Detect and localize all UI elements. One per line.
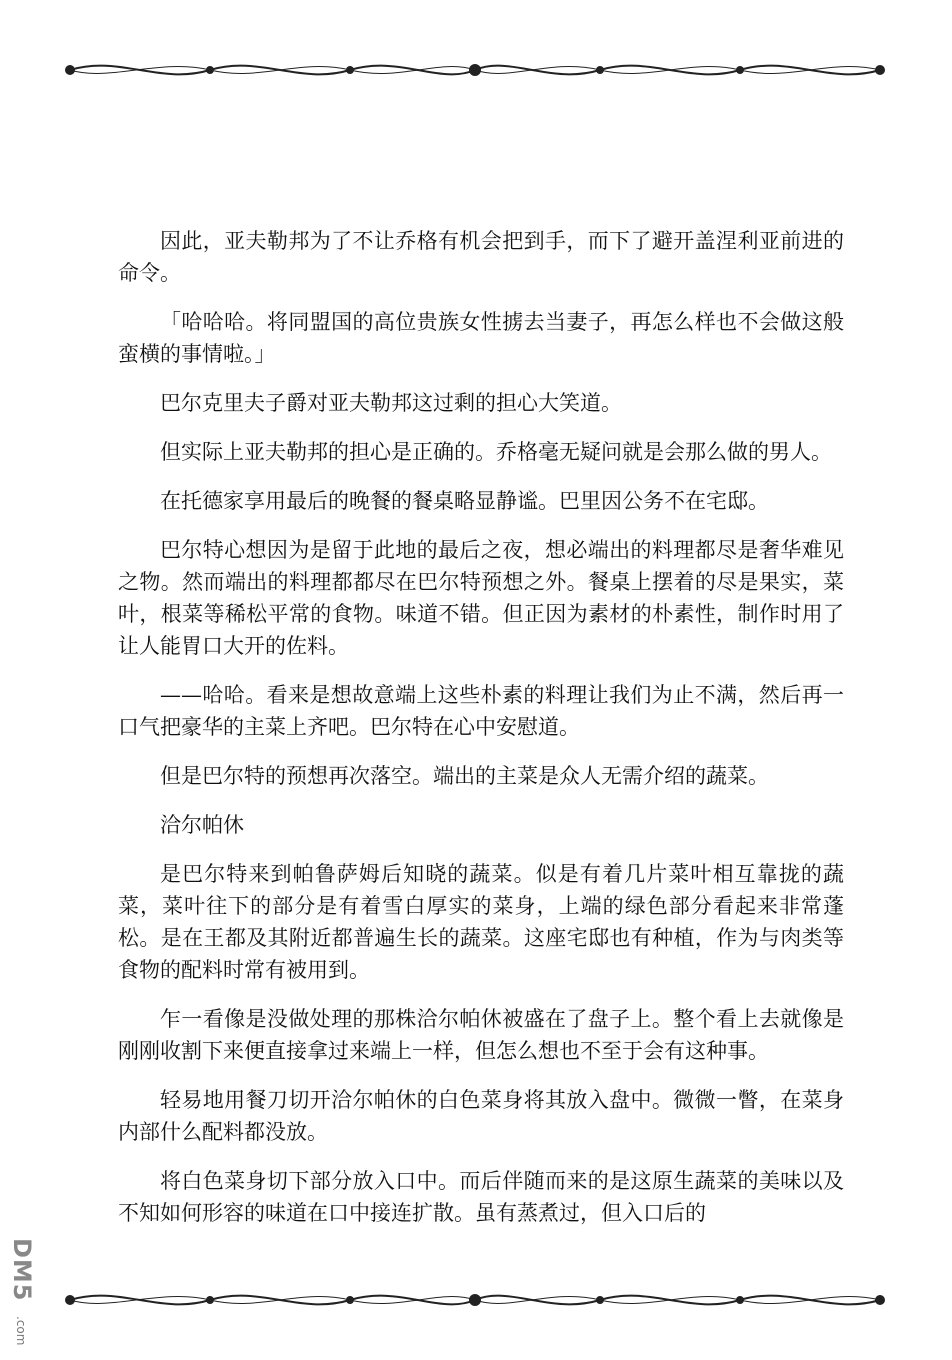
paragraph: 轻易地用餐刀切开洽尔帕休的白色菜身将其放入盘中。微微一瞥，在菜身内部什么配料都没放。 (118, 1088, 844, 1144)
paragraph: 将白色菜身切下部分放入口中。而后伴随而来的是这原生蔬菜的美味以及不知如何形容的味道在口中接连扩散。虽有蒸煮过，但入口后的 (118, 1169, 844, 1225)
paragraph: 是巴尔特来到帕鲁萨姆后知晓的蔬菜。似是有着几片菜叶相互靠拢的蔬菜，菜叶往下的部分是有着雪白厚实的菜身，上端的绿色部分看起来非常蓬松。是在王都及其附近都普遍生长的蔬菜。这座宅邸也有种植，作为与肉类等食物的配料时常有被用到。 (118, 862, 844, 982)
paragraph: ——哈哈。看来是想故意端上这些朴素的料理让我们为止不满，然后再一口气把豪华的主菜上齐吧。巴尔特在心中安慰道。 (118, 683, 844, 739)
paragraph: 在托德家享用最后的晚餐的餐桌略显静谧。巴里因公务不在宅邸。 (160, 489, 769, 513)
paragraph: 「哈哈哈。将同盟国的高位贵族女性掳去当妻子，再怎么样也不会做这般蛮横的事情啦。」 (118, 310, 844, 366)
top-ornamental-border (60, 50, 890, 90)
document-body (118, 225, 844, 1246)
paragraph: 巴尔特心想因为是留于此地的最后之夜，想必端出的料理都尽是奢华难见之物。然而端出的料理都都尽在巴尔特预想之外。餐桌上摆着的尽是果实，菜叶，根菜等稀松平常的食物。味道不错。但正因为素材的朴素性，制作时用了让人能胃口大开的佐料。 (118, 538, 844, 658)
paragraph: 乍一看像是没做处理的那株洽尔帕休被盛在了盘子上。整个看上去就像是刚刚收割下来便直接拿过来端上一样，但怎么想也不至于会有这种事。 (118, 1007, 844, 1063)
watermark-brand: DM5 (8, 1238, 36, 1302)
paragraph: 巴尔克里夫子爵对亚夫勒邦这过剩的担心大笑道。 (160, 391, 622, 415)
bottom-ornamental-border (60, 1280, 890, 1320)
paragraph: 因此，亚夫勒邦为了不让乔格有机会把到手，而下了避开盖涅利亚前进的命令。 (118, 229, 844, 285)
paragraph: 但实际上亚夫勒邦的担心是正确的。乔格毫无疑问就是会那么做的男人。 (160, 440, 832, 464)
dm5-watermark-logo (2, 1238, 38, 1346)
watermark-suffix: .com (14, 1316, 28, 1346)
paragraph: 但是巴尔特的预想再次落空。端出的主菜是众人无需介绍的蔬菜。 (160, 764, 769, 788)
paragraph: 洽尔帕休 (160, 813, 244, 837)
